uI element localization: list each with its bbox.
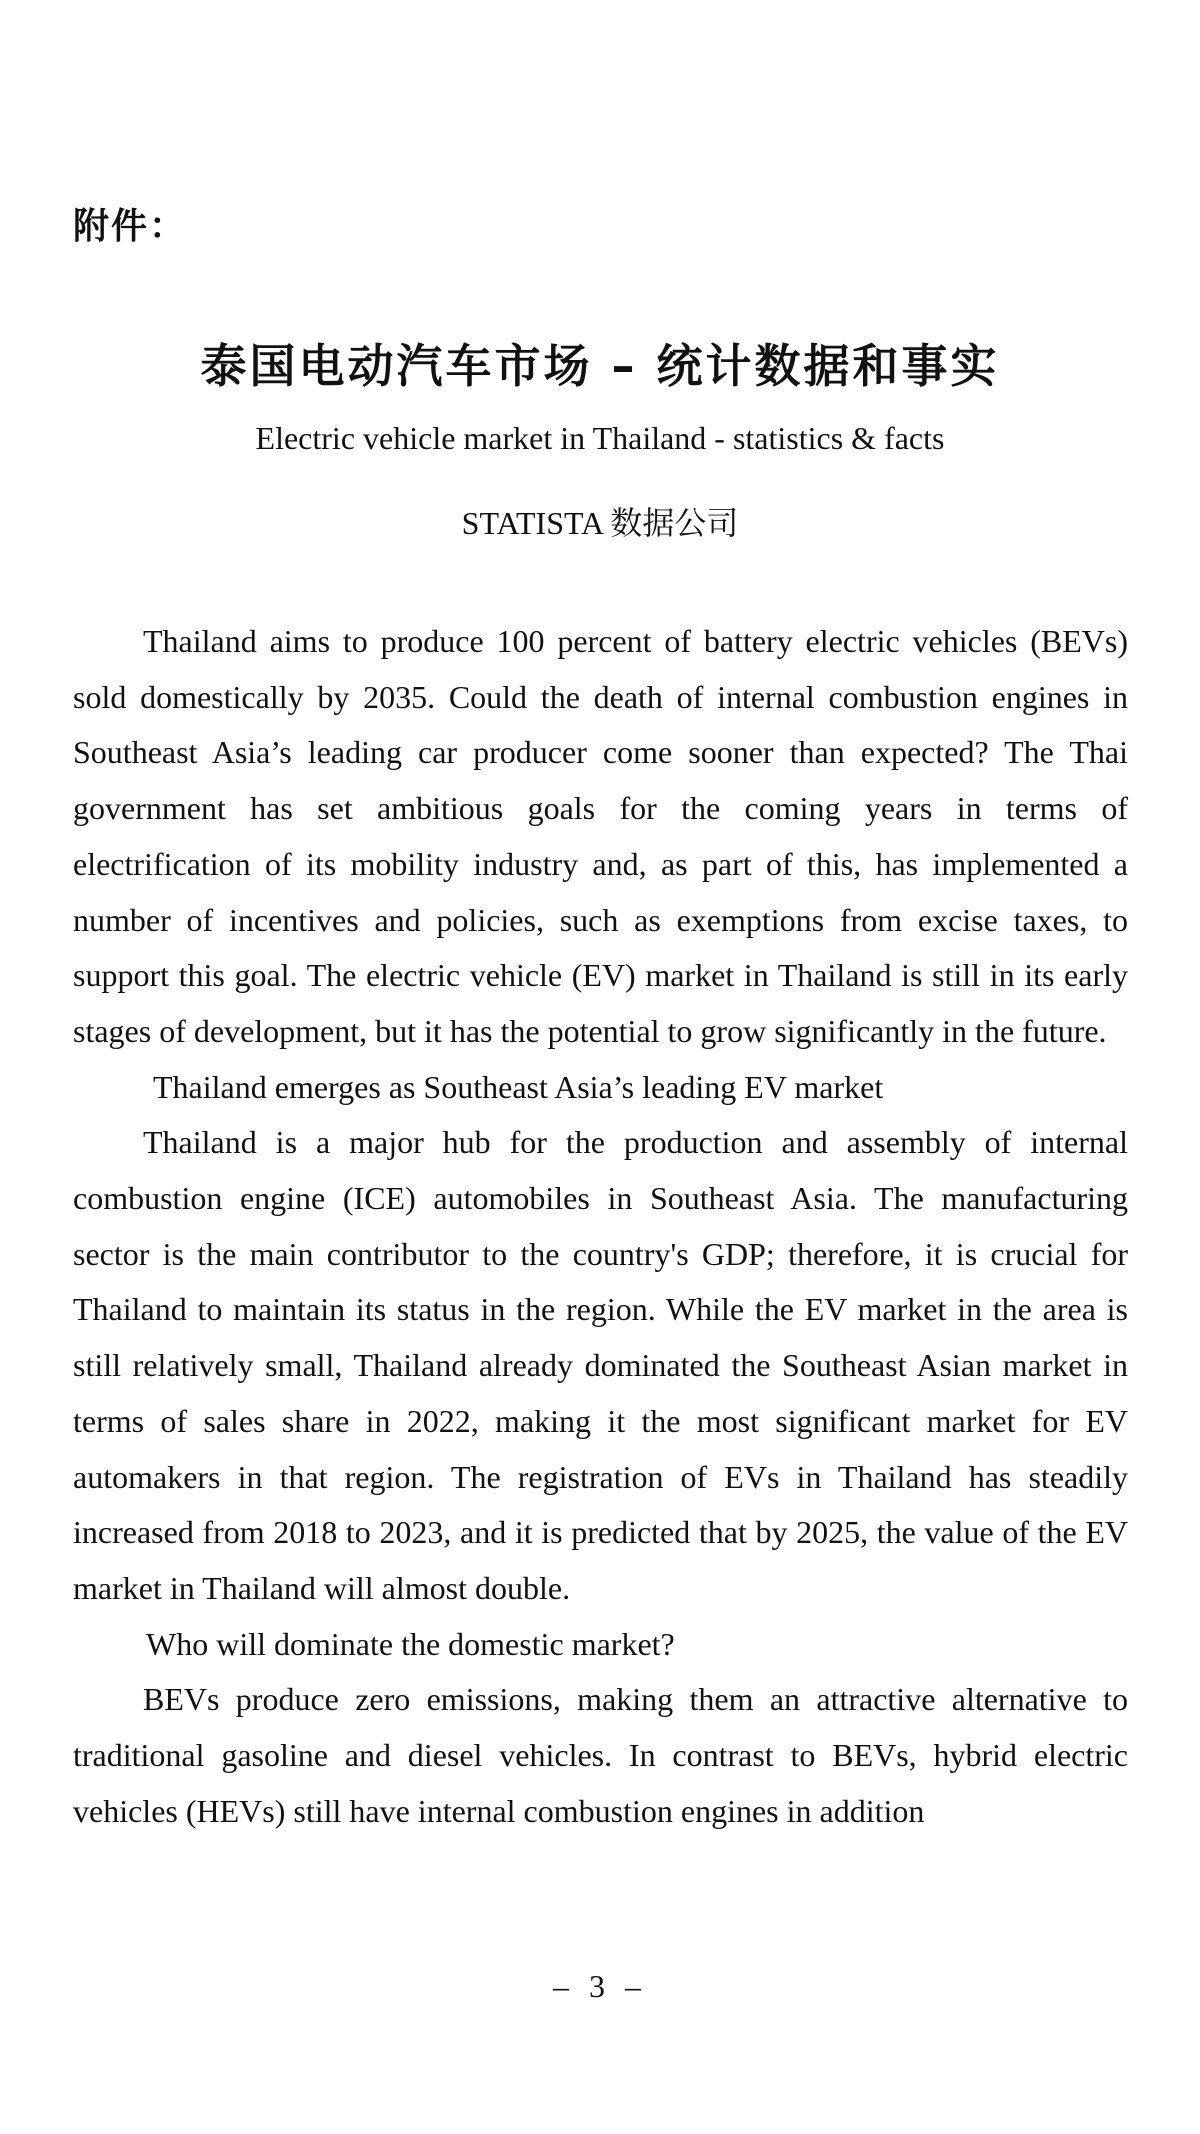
- section-heading-leading-market: Thailand emerges as Southeast Asia’s leading EV market: [153, 1068, 884, 1105]
- page-number: – 3 –: [553, 1968, 647, 2004]
- section-heading-domestic-market: Who will dominate the domestic market?: [146, 1625, 675, 1662]
- document-subtitle: Electric vehicle market in Thailand - statistics & facts: [255, 420, 945, 456]
- attachment-label: 附件：: [73, 206, 188, 247]
- paragraph-leading-market: Thailand is a major hub for the production and assembly of internal combustion engine (ICE) automobiles in Southeast Asia. The manufacturing sector is the main contributor to the country's GDP; therefore, it is crucial for Thailand to maintain its status in the region. While the EV market in the area is still relatively small, Thailand already dominated the Southeast Asian market in terms of sales share in 2022, making it the most significant market for EV automakers in that region. The registration of EVs in Thailand has steadily increased from 2018 to 2023, and it is predicted that by 2025, the value of the EV market in Thailand will almost double.: [73, 1124, 1128, 1606]
- document-body: [73, 614, 1128, 1839]
- paragraph-intro: Thailand aims to produce 100 percent of battery electric vehicles (BEVs) sold domestically by 2035. Could the death of internal combustion engines in Southeast Asia’s leading car producer come sooner than expected? The Thai government has set ambitious goals for the coming years in terms of electrification of its mobility industry and, as part of this, has implemented a number of incentives and policies, such as exemptions from excise taxes, to support this goal. The electric vehicle (EV) market in Thailand is still in its early stages of development, but it has the potential to grow significantly in the future.: [73, 623, 1128, 1049]
- paragraph-domestic-market: BEVs produce zero emissions, making them an attractive alternative to traditional gasoline and diesel vehicles. In contrast to BEVs, hybrid electric vehicles (HEVs) still have internal combustion engines in addition: [73, 1681, 1128, 1829]
- document-title: 泰国电动汽车市场 – 统计数据和事实: [200, 339, 1000, 393]
- document-source: STATISTA 数据公司: [461, 505, 739, 541]
